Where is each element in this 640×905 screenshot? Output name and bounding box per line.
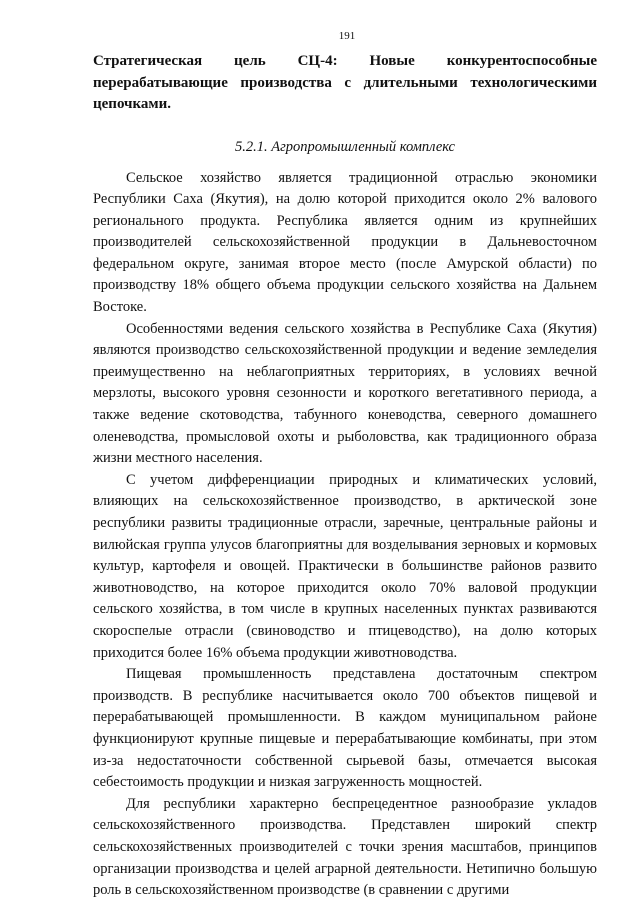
subsection-heading: 5.2.1. Агропромышленный комплекс — [235, 138, 455, 155]
section-heading: Стратегическая цель СЦ-4: Новые конкурентоспособные перерабатывающие производства с длительными технологическими цепочками. — [93, 53, 597, 112]
paragraph: Пищевая промышленность представлена достаточным спектром производств. В республике насчитывается около 700 объектов пищевой и перерабатывающей промышленности. В каждом муниципальном районе функционируют крупные пищевые и перерабатывающие комбинаты, при этом из-за недостаточности собственной сырьевой базы, отмечается высокая себестоимость продукции и низкая загруженность мощностей. — [93, 666, 597, 791]
paragraph: Особенностями ведения сельского хозяйства в Республике Саха (Якутия) являются производство сельскохозяйственной продукции и ведение земледелия преимущественно на неблагоприятных территориях, в условиях вечной мерзлоты, высокого уровня сезонности и короткого вегетативного периода, а также ведение скотоводства, табунного коневодства, северного домашнего оленеводства, промысловой охоты и рыболовства, как традиционного образа жизни местного населения. — [93, 320, 597, 467]
page-number: 191 — [338, 30, 356, 42]
paragraph: Для республики характерно беспрецедентное разнообразие укладов сельскохозяйственного производства. Представлен широкий спектр сельскохозяйственных производителей с точки зрения масштабов, принципов организации производства и целей аграрной деятельности. Нетипично большую роль в сельскохозяйственном производстве (в сравнении с другими — [93, 795, 597, 899]
paragraph: Сельское хозяйство является традиционной отраслью экономики Республики Саха (Якутия), на долю которой приходится около 2% валового регионального продукта. Республика является одним из крупнейших производителей сельскохозяйственной продукции в Дальневосточном федеральном округе, занимая второе место (после Амурской области) по производству 18% общего объема продукции сельского хозяйства на Дальнем Востоке. — [93, 169, 597, 316]
paragraph: С учетом дифференциации природных и климатических условий, влияющих на сельскохозяйственное производство, в арктической зоне республики развиты традиционные отрасли, заречные, центральные районы и вилюйская группа улусов благоприятны для возделывания зерновых и кормовых культур, картофеля и овощей. Практически в большинстве районов развито животноводство, на которое приходится около 70% валовой продукции сельского хозяйства, в том числе в крупных населенных пунктах развиваются скороспелые отрасли (свиноводство и птицеводство), на долю которых приходится более 16% объема продукции животноводства. — [93, 471, 597, 661]
